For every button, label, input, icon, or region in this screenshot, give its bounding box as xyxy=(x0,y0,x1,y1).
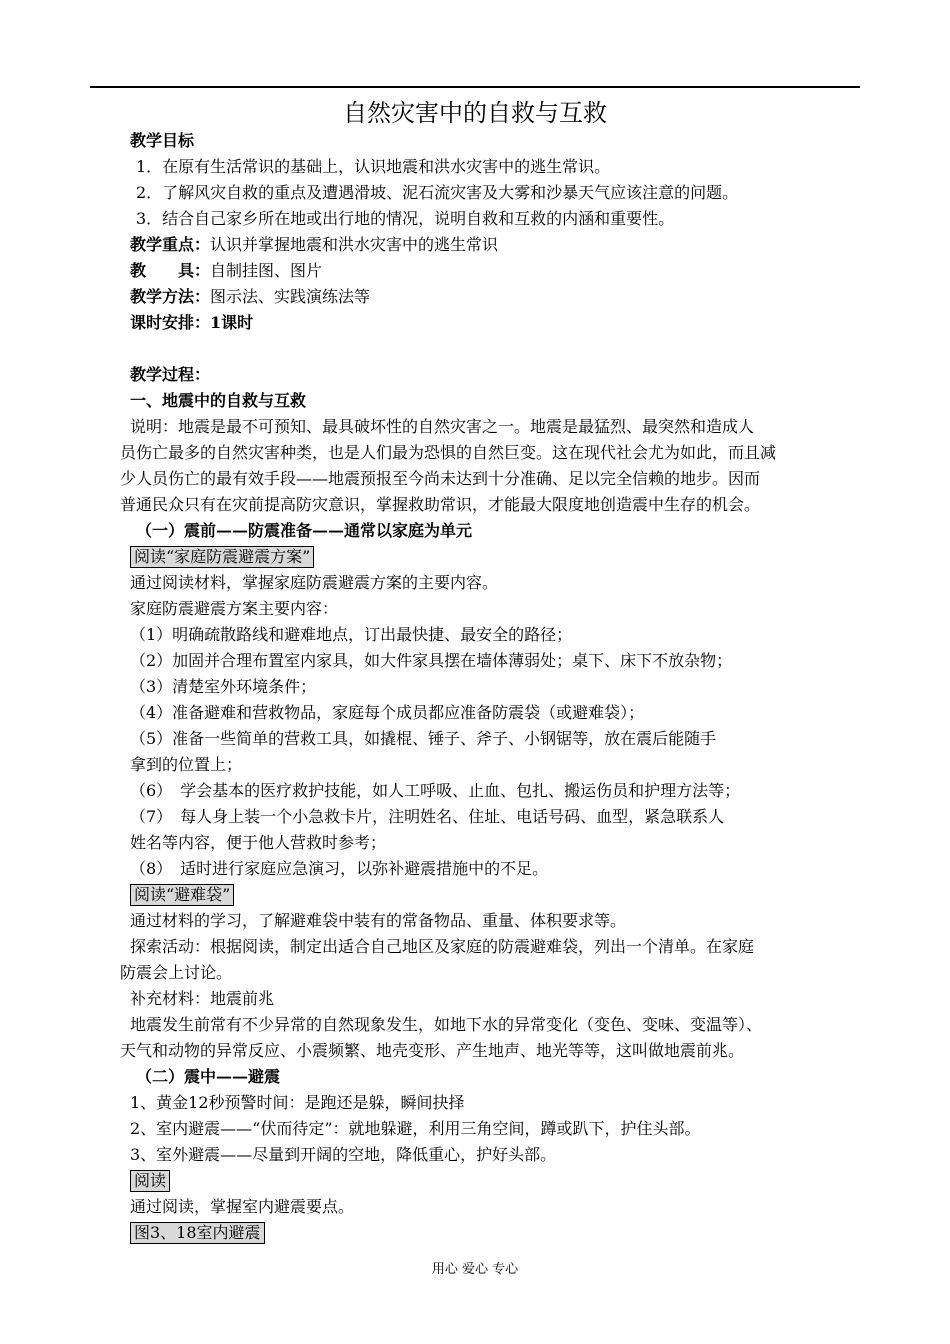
section1-desc: 普通民众只有在灾前提高防灾意识，掌握救助常识，才能最大限度地创造震中生存的机会。 xyxy=(120,495,761,514)
precursor-text: 天气和动物的异常反应、小震频繁、地壳变形、产生地声、地光等等，这叫做地震前兆。 xyxy=(120,1041,745,1060)
read-note: 通过阅读，掌握室内避震要点。 xyxy=(130,1197,355,1216)
section1-desc: 说明：地震是最不可预知、最具破坏性的自然灾害之一。地震是最猛烈、最突然和造成人 xyxy=(130,417,755,436)
tools-value: 自制挂图、图片 xyxy=(210,261,323,280)
focus-label: 教学重点： xyxy=(130,235,211,254)
plan-item: （6） 学会基本的医疗救护技能，如人工呼吸、止血、包扎、搬运伤员和护理方法等； xyxy=(130,781,741,800)
sub2-item: 1、黄金12秒预警时间：是跑还是躲，瞬间抉择 xyxy=(130,1093,465,1112)
plan-item: （3）清楚室外环境条件； xyxy=(130,677,317,696)
plan-item: （1）明确疏散路线和避难地点，订出最快捷、最安全的路径； xyxy=(130,625,573,644)
plan-item: （4）准备避难和营救物品，家庭每个成员都应准备防震袋（或避难袋）； xyxy=(130,703,645,722)
focus-row xyxy=(130,232,860,258)
reading-box-row xyxy=(130,1220,860,1246)
objective-item: 2．了解风灾自救的重点及遭遇滑坡、泥石流灾害及大雾和沙暴天气应该注意的问题。 xyxy=(136,183,739,202)
spacer xyxy=(130,336,860,362)
reading-box-read: 阅读 xyxy=(130,1170,170,1192)
plan-item: 拿到的位置上； xyxy=(130,755,243,774)
section1-desc: 少人员伤亡的最有效手段——地震预报至今尚未达到十分准确、足以完全信赖的地步。因而 xyxy=(120,469,761,488)
objective-item: 3．结合自己家乡所在地或出行地的情况，说明自救和互救的内涵和重要性。 xyxy=(136,209,675,228)
method-value: 图示法、实践演练法等 xyxy=(210,287,371,306)
reading-box-row xyxy=(130,1168,860,1194)
method-row xyxy=(130,284,860,310)
sub2-item: 3、室外避震——尽量到开阔的空地，降低重心，护好头部。 xyxy=(130,1145,557,1164)
process-heading: 教学过程： xyxy=(130,365,211,384)
sub1-intro: 通过阅读材料，掌握家庭防震避震方案的主要内容。 xyxy=(130,573,499,592)
header-rule xyxy=(90,86,860,88)
document-body xyxy=(120,128,860,1246)
figure-box: 图3、18室内避震 xyxy=(130,1222,265,1244)
time-value: 1课时 xyxy=(210,313,254,332)
page-title: 自然灾害中的自救与互救 xyxy=(343,99,607,127)
method-label: 教学方法： xyxy=(130,287,211,306)
section1-desc: 员伤亡最多的自然灾害种类，也是人们最为恐惧的自然巨变。这在现代社会尤为如此，而且减 xyxy=(120,443,777,462)
sub2-item: 2、室内避震——“伏而待定”：就地躲避，利用三角空间，蹲或趴下，护住头部。 xyxy=(130,1119,701,1138)
precursor-text: 地震发生前常有不少异常的自然现象发生，如地下水的异常变化（变色、变味、变温等）、 xyxy=(130,1015,763,1034)
tools-row xyxy=(130,258,860,284)
time-label: 课时安排： xyxy=(130,313,211,332)
tools-label: 教 具： xyxy=(130,261,211,280)
reading-box-plan: 阅读“家庭防震避震方案” xyxy=(130,546,314,568)
objectives-heading: 教学目标 xyxy=(130,131,195,150)
material-note: 通过材料的学习，了解避难袋中装有的常备物品、重量、体积要求等。 xyxy=(130,911,627,930)
supplement-label: 补充材料：地震前兆 xyxy=(130,989,275,1008)
time-row xyxy=(130,310,860,336)
page-footer: 用心 爱心 专心 xyxy=(431,1262,519,1277)
reading-box-bag: 阅读“避难袋” xyxy=(130,884,234,906)
explore-activity: 防震会上讨论。 xyxy=(120,963,233,982)
objective-item: 1．在原有生活常识的基础上，认识地震和洪水灾害中的逃生常识。 xyxy=(136,157,611,176)
plan-item: （5）准备一些简单的营救工具，如撬棍、锤子、斧子、小钢锯等，放在震后能随手 xyxy=(130,729,717,748)
plan-item: （7） 每人身上装一个小急救卡片，注明姓名、住址、电话号码、血型，紧急联系人 xyxy=(130,807,725,826)
plan-item: （8） 适时进行家庭应急演习，以弥补避震措施中的不足。 xyxy=(130,859,549,878)
sub1-heading: （一）震前——防震准备——通常以家庭为单元 xyxy=(136,521,473,540)
reading-box-row xyxy=(130,544,860,570)
section1-heading: 一、地震中的自救与互救 xyxy=(130,391,307,410)
plan-item: （2）加固并合理布置室内家具，如大件家具摆在墙体薄弱处；桌下、床下不放杂物； xyxy=(130,651,733,670)
sub1-intro: 家庭防震避震方案主要内容： xyxy=(130,599,339,618)
plan-item: 姓名等内容，便于他人营救时参考； xyxy=(130,833,387,852)
focus-value: 认识并掌握地震和洪水灾害中的逃生常识 xyxy=(210,235,499,254)
explore-activity: 探索活动：根据阅读，制定出适合自己地区及家庭的防震避难袋，列出一个清单。在家庭 xyxy=(130,937,755,956)
reading-box-row xyxy=(130,882,860,908)
sub2-heading: （二）震中——避震 xyxy=(136,1067,281,1086)
